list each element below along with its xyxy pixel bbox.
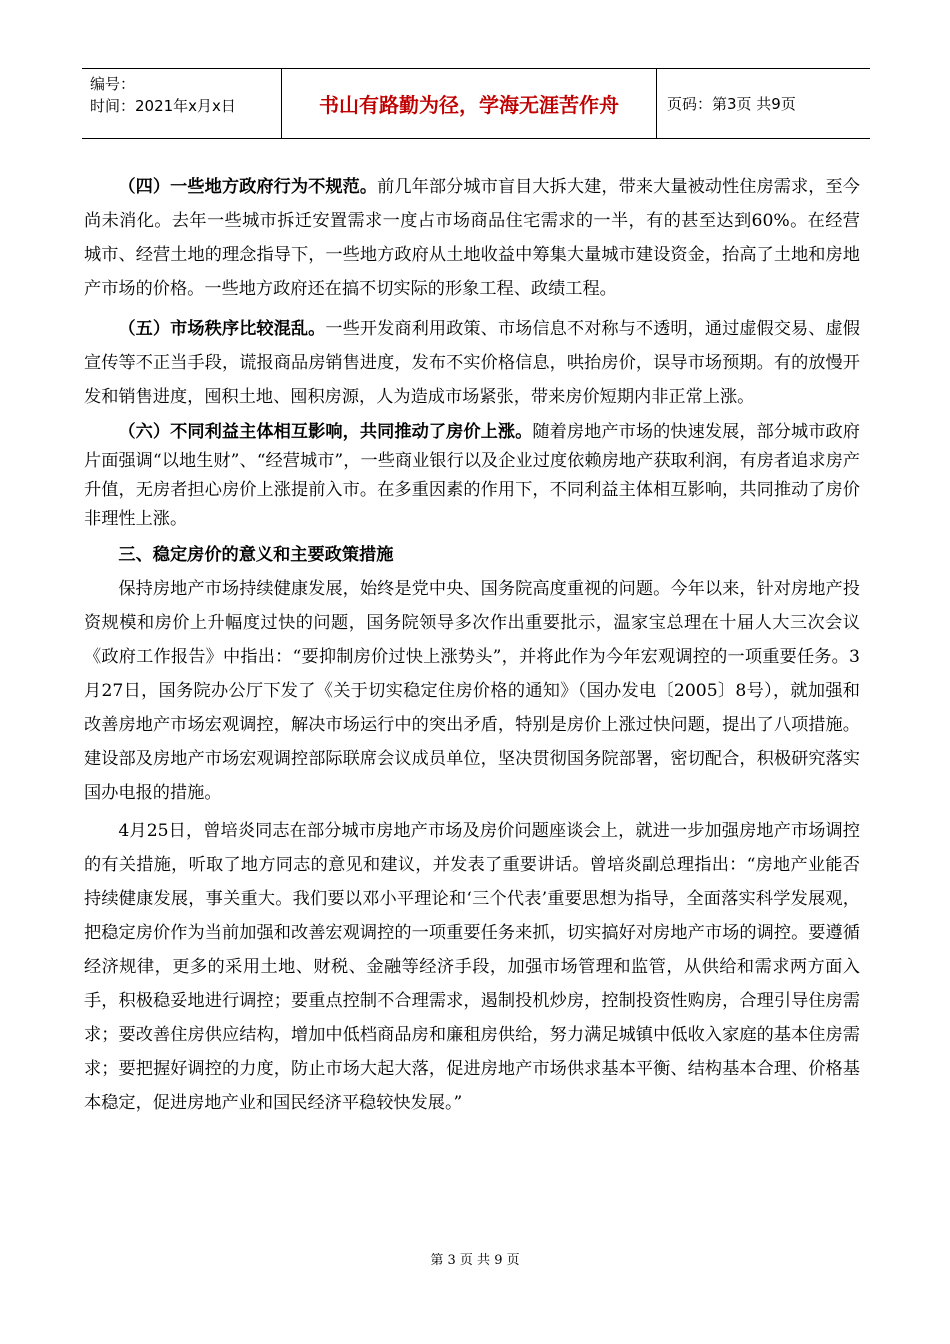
page-footer: 第 3 页 共 9 页: [430, 1253, 520, 1268]
paragraph-heading: （六）不同利益主体相互影响，共同推动了房价上涨。: [118, 422, 533, 442]
header-page-label: 页码：第3页 共9页: [667, 95, 796, 113]
paragraph-4: [84, 170, 860, 306]
section-title: 三、稳定房价的意义和主要政策措施: [118, 545, 394, 565]
header-motto: 书山有路勤为径，学海无涯苦作舟: [282, 69, 657, 138]
paragraph-heading: （五）市场秩序比较混乱。: [118, 319, 326, 339]
body-paragraph-2: 4月25日，曾培炎同志在部分城市房地产市场及房价问题座谈会上，就进一步加强房地产市场调控的有关措施，听取了地方同志的意见和建议，并发表了重要讲话。曾培炎副总理指出：“房地产业能否持续健康发展，事关重大。我们要以邓小平理论和‘三个代表’重要思想为指导，全面落实科学发展观，把稳定房价作为当前加强和改善宏观调控的一项重要任务来抓，切实搞好对房地产市场的调控。要遵循经济规律，更多的采用土地、财税、金融等经济手段，加强市场管理和监管，从供给和需求两方面入手，积极稳妥地进行调控；要重点控制不合理需求，遏制投机炒房，控制投资性购房，合理引导住房需求；要改善住房供应结构，增加中低档商品房和廉租房供给，努力满足城镇中低收入家庭的基本住房需求；要把握好调控的力度，防止市场大起大落，促进房地产市场供求基本平衡、结构基本合理、价格基本稳定，促进房地产业和国民经济平稳较快发展。”: [84, 821, 860, 1113]
body-paragraph-1: 保持房地产市场持续健康发展，始终是党中央、国务院高度重视的问题。今年以来，针对房地产投资规模和房价上升幅度过快的问题，国务院领导多次作出重要批示，温家宝总理在十届人大三次会议《政府工作报告》中指出：“要抑制房价过快上涨势头”，并将此作为今年宏观调控的一项重要任务。3月27日，国务院办公厅下发了《关于切实稳定住房价格的通知》（国办发电〔2005〕8号），就加强和改善房地产市场宏观调控，解决市场运行中的突出矛盾，特别是房价上涨过快问题，提出了八项措施。建设部及房地产市场宏观调控部际联席会议成员单位，坚决贯彻国务院部署，密切配合，积极研究落实国办电报的措施。: [84, 579, 860, 803]
paragraph-heading: （四）一些地方政府行为不规范。: [118, 177, 378, 197]
number-label: 编号：: [90, 75, 136, 93]
document-header: [82, 68, 870, 139]
paragraph-5: [84, 312, 860, 414]
paragraph-text: 随着房地产市场的快速发展，部分城市政府片面强调“以地生财”、“经营城市”，一些商业银行以及企业过度依赖房地产获取利润，有房者追求房产升值，无房者担心房价上涨提前入市。在多重因素的作用下，不同利益主体相互影响，共同推动了房价非理性上涨。: [84, 422, 860, 529]
paragraph-6: [84, 418, 860, 534]
paragraph-text: 一些开发商利用政策、市场信息不对称与不透明，通过虚假交易、虚假宣传等不正当手段，谎报商品房销售进度，发布不实价格信息，哄抬房价，误导市场预期。有的放慢开发和销售进度，囤积土地、囤积房源，人为造成市场紧张，带来房价短期内非正常上涨。: [84, 319, 860, 407]
time-label: 时间：2021年x月x日: [90, 97, 236, 115]
header-meta: [82, 69, 282, 138]
document-body: [84, 170, 860, 1120]
paragraph-text: 前几年部分城市盲目大拆大建，带来大量被动性住房需求，至今尚未消化。去年一些城市拆迁安置需求一度占市场商品住宅需求的一半，有的甚至达到60%。在经营城市、经营土地的理念指导下，一些地方政府从土地收益中筹集大量城市建设资金，抬高了土地和房地产市场的价格。一些地方政府还在搞不切实际的形象工程、政绩工程。: [84, 177, 860, 299]
